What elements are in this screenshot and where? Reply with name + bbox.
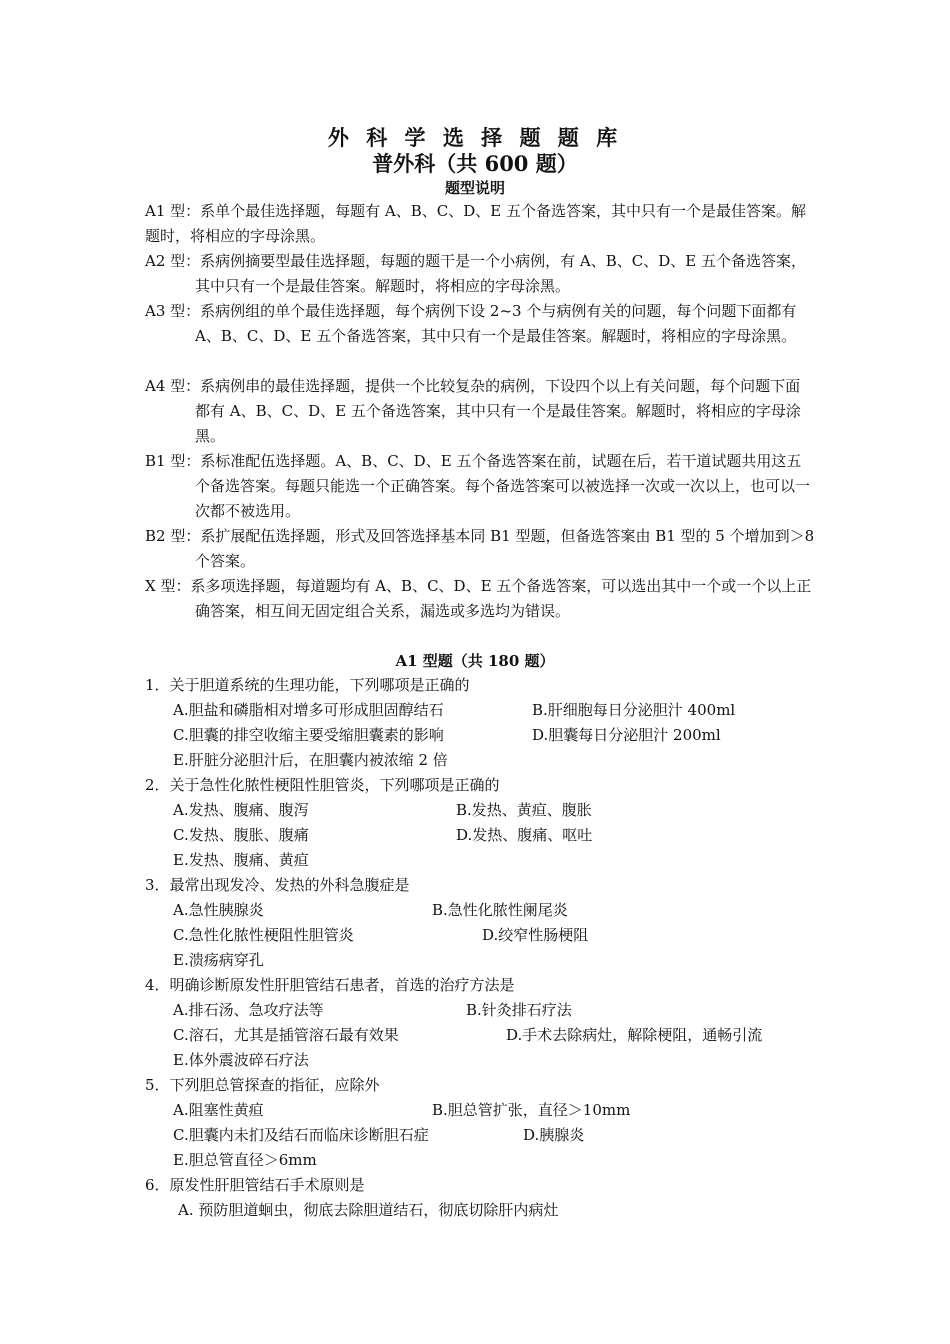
document-title: 外 科 学 选 择 题 题 库 [327,125,623,150]
option-a: A.发热、腹痛、腹泻 [173,801,309,819]
type-a1-description: A1 型：系单个最佳选择题，每题有 A、B、C、D、E 五个备选答案，其中只有一个是最佳答案。解题时，将相应的字母涂黑。 [145,202,806,245]
section-heading-a1: A1 型题（共 180 题） [395,652,555,670]
question-stem: 6．原发性肝胆管结石手术原则是 [145,1176,365,1194]
question-stem: 3．最常出现发冷、发热的外科急腹症是 [145,876,410,894]
option-c: C.发热、腹胀、腹痛 [173,826,309,844]
option-c: C.急性化脓性梗阻性胆管炎 [173,926,354,944]
option-d: D.绞窄性肠梗阻 [482,926,589,944]
option-a: A.胆盐和磷脂相对增多可形成胆固醇结石 [173,701,444,719]
type-a3-description: A3 型：系病例组的单个最佳选择题，每个病例下设 2~3 个与病例有关的问题，每个问题下面都有 A、B、C、D、E 五个备选答案，其中只有一个是最佳答案。解题时，将相应的字母涂黑。 [145,302,797,345]
type-b2-description: B2 型：系扩展配伍选择题，形式及回答选择基本同 B1 型题，但备选答案由 B1 型的 5 个增加到＞8 个答案。 [145,527,815,570]
question-stem: 2．关于急性化脓性梗阻性胆管炎，下列哪项是正确的 [145,776,500,794]
question-stem: 4．明确诊断原发性肝胆管结石患者，首选的治疗方法是 [145,976,515,994]
question-stem: 1．关于胆道系统的生理功能，下列哪项是正确的 [145,676,470,694]
option-b: B.发热、黄疸、腹胀 [456,801,592,819]
type-a2-description: A2 型：系病例摘要型最佳选择题，每题的题干是一个小病例，有 A、B、C、D、E 五个备选答案，其中只有一个是最佳答案。解题时，将相应的字母涂黑。 [145,252,806,295]
type-b1-description: B1 型：系标准配伍选择题。A、B、C、D、E 五个备选答案在前，试题在后，若干道试题共用这五个备选答案。每题只能选一个正确答案。每个备选答案可以被选择一次或一次以上，也可以一次都不被选用。 [145,452,811,520]
option-d: D.发热、腹痛、呕吐 [456,826,593,844]
option-b: B.针灸排石疗法 [466,1001,572,1019]
option-d: D.胰腺炎 [523,1126,585,1144]
option-e: E.发热、腹痛、黄疸 [173,851,309,869]
option-c: C.胆囊的排空收缩主要受缩胆囊素的影响 [173,726,444,744]
document-subtitle: 普外科（共 600 题） [372,151,578,176]
section-heading-type-explanation: 题型说明 [444,179,505,197]
option-b: B.胆总管扩张，直径＞10mm [432,1101,631,1119]
option-e: E.肝脏分泌胆汁后，在胆囊内被浓缩 2 倍 [173,751,448,769]
option-d: D.手术去除病灶，解除梗阻，通畅引流 [506,1026,763,1044]
option-a: A.急性胰腺炎 [173,901,264,919]
option-e: E.体外震波碎石疗法 [173,1051,309,1069]
option-a: A.排石汤、急攻疗法等 [173,1001,324,1019]
type-a4-description: A4 型：系病例串的最佳选择题，提供一个比较复杂的病例，下设四个以上有关问题，每个问题下面都有 A、B、C、D、E 五个备选答案，其中只有一个是最佳答案。解题时，将相应的字母涂黑。 [145,377,801,445]
option-e: E.溃疡病穿孔 [173,951,264,969]
question-stem: 5．下列胆总管探查的指征，应除外 [145,1076,380,1094]
option-b: B.急性化脓性阑尾炎 [432,901,568,919]
type-x-description: X 型：系多项选择题，每道题均有 A、B、C、D、E 五个备选答案，可以选出其中一个或一个以上正确答案，相互间无固定组合关系，漏选或多选均为错误。 [145,577,812,620]
option-e: E.胆总管直径＞6mm [173,1151,317,1169]
option-b: B.肝细胞每日分泌胆汁 400ml [532,701,736,719]
option-c: C.溶石，尤其是插管溶石最有效果 [173,1026,399,1044]
option-a: A.阻塞性黄疸 [173,1101,264,1119]
option-c: C.胆囊内未扪及结石而临床诊断胆石症 [173,1126,429,1144]
option-a: A. 预防胆道蛔虫，彻底去除胆道结石，彻底切除肝内病灶 [178,1201,559,1219]
option-d: D.胆囊每日分泌胆汁 200ml [532,726,721,744]
